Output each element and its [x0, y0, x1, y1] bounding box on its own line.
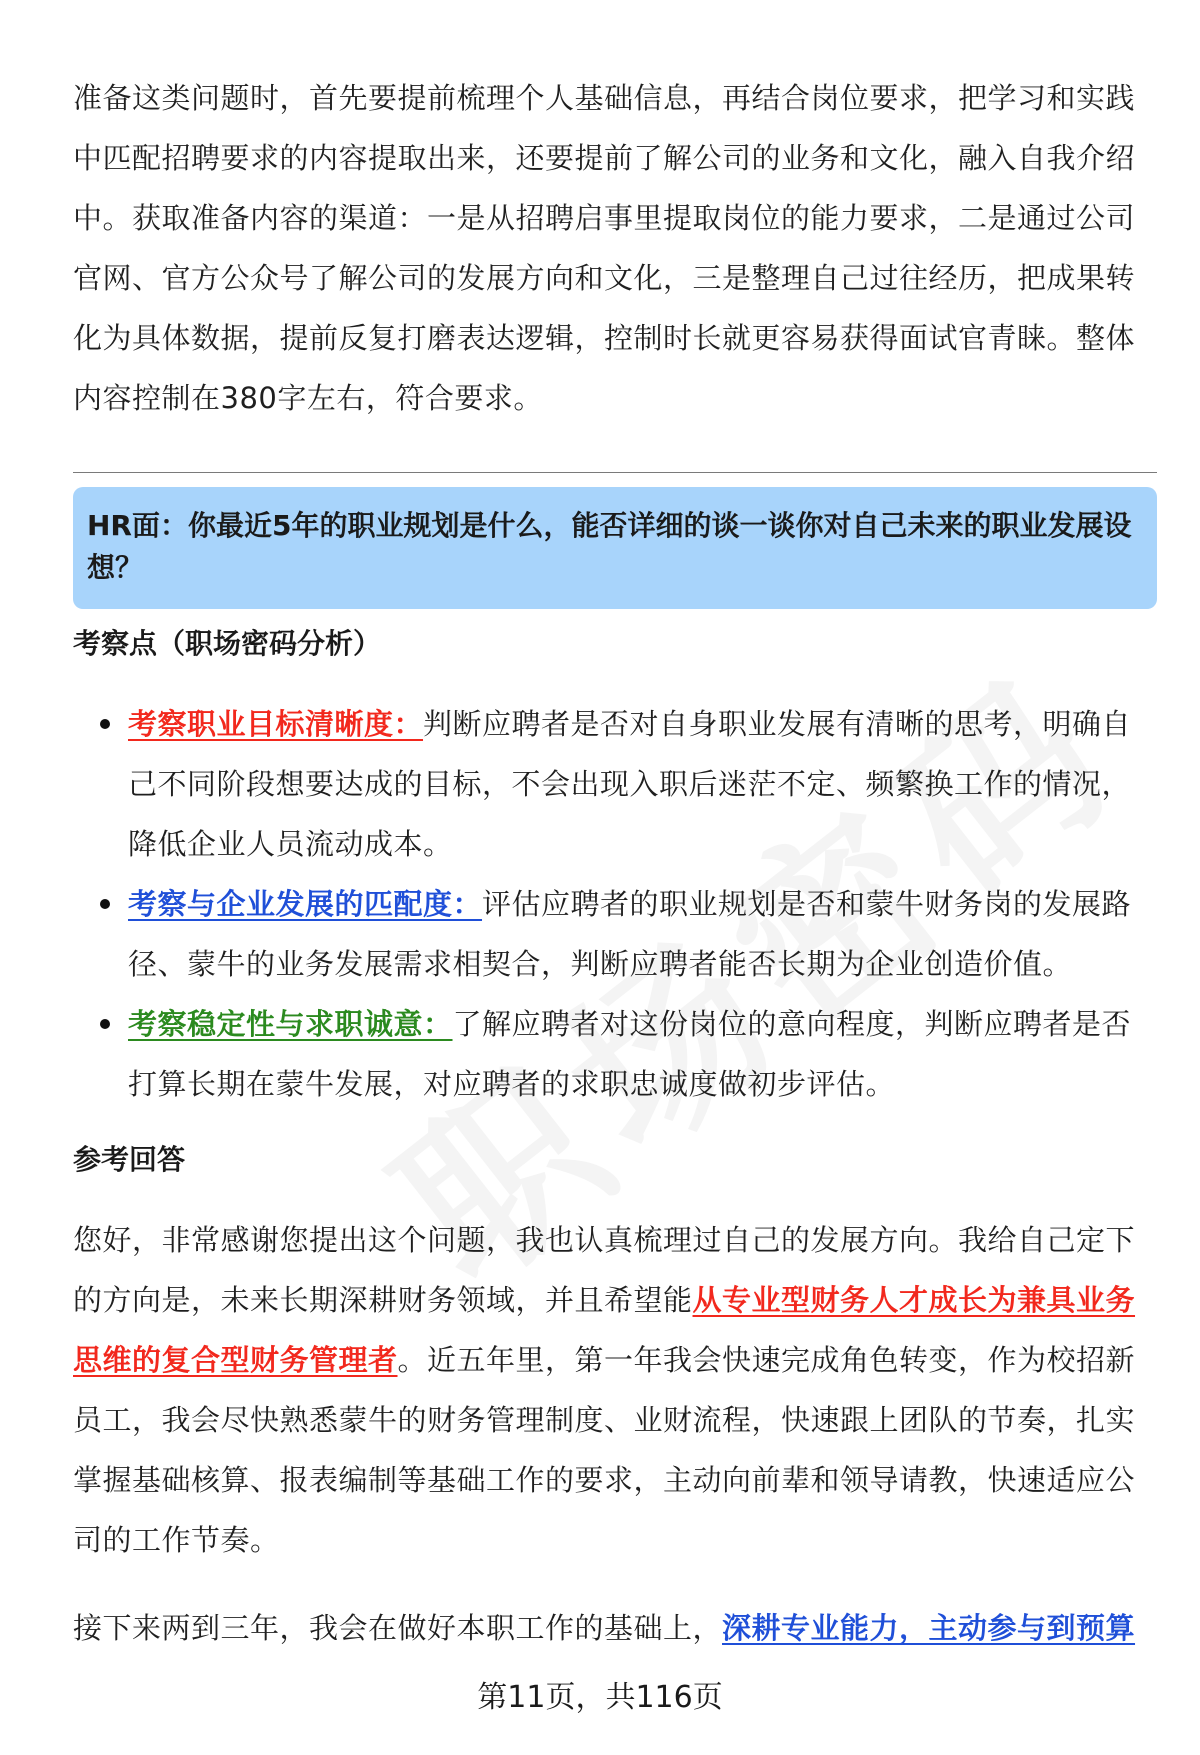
- answer-highlight: 深耕专业能力，主动参与到预算: [722, 1611, 1136, 1645]
- bullet-keyword: 考察与企业发展的匹配度：: [128, 887, 483, 921]
- answer-text: 接下来两到三年，我会在做好本职工作的基础上，: [73, 1611, 723, 1645]
- answer-highlight: 从专业型财务人才成长为兼具业务思维的复合型财务管理者: [73, 1283, 1136, 1377]
- page-footer: 第11页，共116页: [477, 1680, 723, 1715]
- answer-heading: 参考回答: [73, 1143, 186, 1176]
- bullet-dot-icon: [100, 899, 110, 909]
- bullet-dot-icon: [100, 719, 110, 729]
- bullet-item: [73, 874, 1153, 994]
- answer-paragraph-2: [73, 1598, 1153, 1658]
- divider: [73, 472, 1157, 473]
- answer-paragraph-1: [73, 1210, 1153, 1570]
- intro-paragraph: 准备这类问题时，首先要提前梳理个人基础信息，再结合岗位要求，把学习和实践中匹配招聘要求的内容提取出来，还要提前了解公司的业务和文化，融入自我介绍中。获取准备内容的渠道：一是从招聘启事里提取岗位的能力要求，二是通过公司官网、官方公众号了解公司的发展方向和文化，三是整理自己过往经历，把成果转化为具体数据，提前反复打磨表达逻辑，控制时长就更容易获得面试官青睐。整体内容控制在380字左右，符合要求。: [73, 81, 1136, 415]
- bullet-item: [73, 694, 1153, 874]
- question-box: [73, 487, 1157, 609]
- bullet-keyword: 考察稳定性与求职诚意：: [128, 1007, 453, 1041]
- bullet-keyword: 考察职业目标清晰度：: [128, 707, 424, 741]
- bullet-text: 评估应聘者的职业规划是否和蒙牛财务岗的发展路径、蒙牛的业务发展需求相契合，判断应聘者能否长期为企业创造价值。: [128, 887, 1132, 981]
- bullet-dot-icon: [100, 1019, 110, 1029]
- section-heading: 考察点（职场密码分析）: [73, 627, 382, 660]
- answer-text: 。近五年里，第一年我会快速完成角色转变，作为校招新员工，我会尽快熟悉蒙牛的财务管理制度、业财流程，快速跟上团队的节奏，扎实掌握基础核算、报表编制等基础工作的要求，主动向前辈和领导请教，快速适应公司的工作节奏。: [73, 1343, 1136, 1557]
- answer-text: 您好，非常感谢您提出这个问题，我也认真梳理过自己的发展方向。我给自己定下的方向是，未来长期深耕财务领域，并且希望能: [73, 1223, 1136, 1317]
- bullet-item: [73, 994, 1153, 1114]
- assessment-bullet-list: [73, 694, 1153, 1114]
- question-text: HR面：你最近5年的职业规划是什么，能否详细的谈一谈你对自己未来的职业发展设想？: [87, 509, 1132, 584]
- bullet-text: 了解应聘者对这份岗位的意向程度，判断应聘者是否打算长期在蒙牛发展，对应聘者的求职忠诚度做初步评估。: [128, 1007, 1132, 1101]
- bullet-text: 判断应聘者是否对自身职业发展有清晰的思考，明确自己不同阶段想要达成的目标，不会出现入职后迷茫不定、频繁换工作的情况，降低企业人员流动成本。: [128, 707, 1132, 861]
